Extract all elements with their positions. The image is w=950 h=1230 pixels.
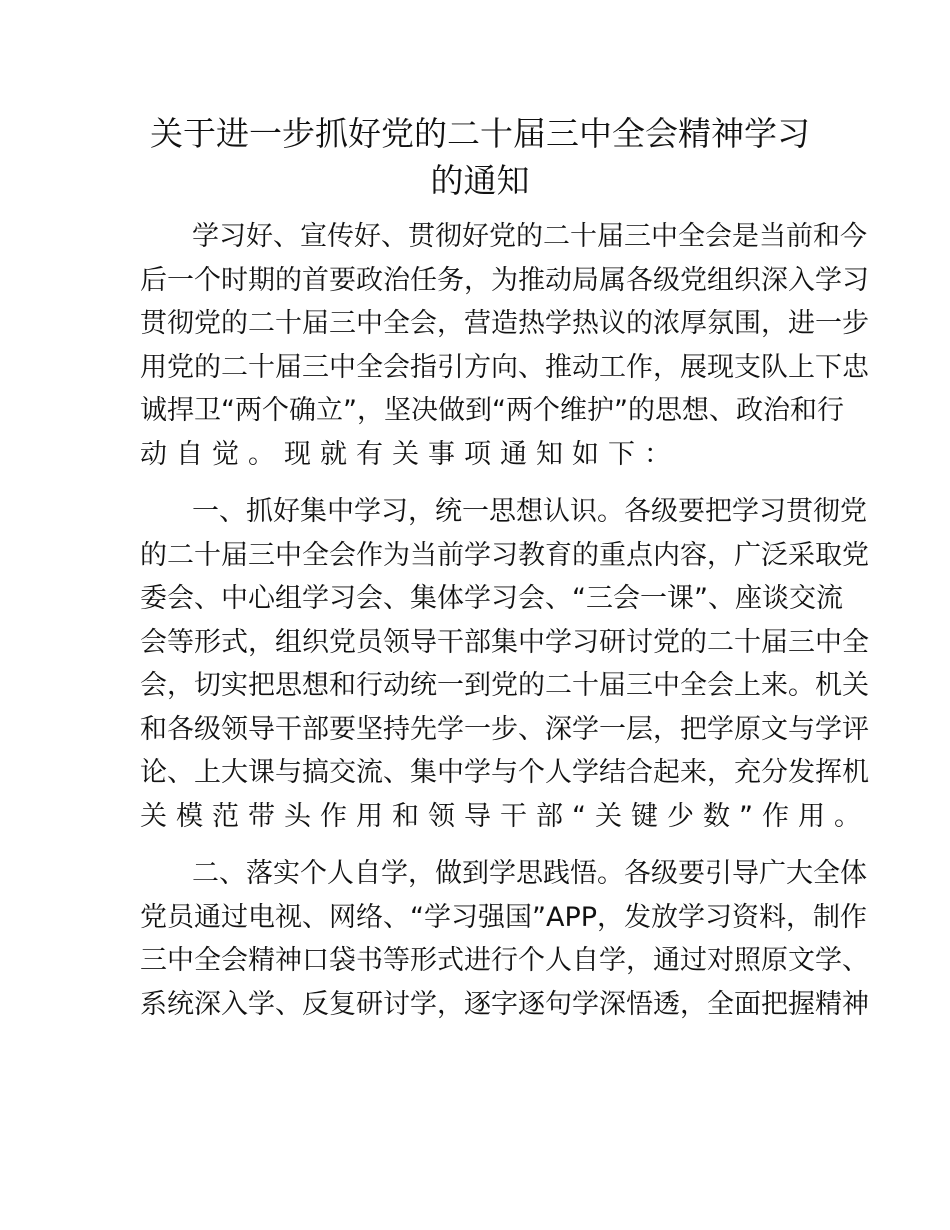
document-body <box>140 215 870 1040</box>
paragraph-line: 贯彻党的二十届三中全会，营造热学热议的浓厚氛围，进一步 <box>140 308 869 339</box>
paragraph-line: 会，切实把思想和行动统一到党的二十届三中全会上来。机关 <box>140 670 869 701</box>
paragraph-line: 党员通过电视、网络、“学习强国”APP，发放学习资料，制作 <box>140 901 868 933</box>
paragraph-line: 二、落实个人自学，做到学思践悟。各级要引导广大全体 <box>192 858 867 889</box>
paragraph-line: 后一个时期的首要政治任务，为推动局属各级党组织深入学习 <box>140 264 869 296</box>
paragraph-line: 和各级领导干部要坚持先学一步、深学一层，把学原文与学评 <box>140 713 869 745</box>
paragraph-line: 会等形式，组织党员领导干部集中学习研讨党的二十届三中全 <box>140 626 869 658</box>
paragraph-line: 委会、中心组学习会、集体学习会、“三会一课”、座谈交流 <box>140 583 843 614</box>
paragraph-line: 关模范带头作用和领导干部“关键少数”作用。 <box>140 800 870 832</box>
paragraph <box>140 215 869 476</box>
paragraph-line: 论、上大课与搞交流、集中学与个人学结合起来，充分发挥机 <box>140 757 869 788</box>
paragraph-line: 用党的二十届三中全会指引方向、推动工作，展现支队上下忠 <box>140 351 869 383</box>
paragraph-line: 三中全会精神口袋书等形式进行个人自学，通过对照原文学、 <box>140 945 869 976</box>
title-line: 的通知 <box>430 161 530 200</box>
title-line: 关于进一步抓好党的二十届三中全会精神学习 <box>150 114 810 153</box>
paragraph-line: 系统深入学、反复研讨学，逐字逐句学深悟透，全面把握精神 <box>140 988 869 1020</box>
paragraph-line: 动自觉。现就有关事项通知如下： <box>140 438 680 470</box>
paragraph <box>140 490 870 838</box>
paragraph-line: 学习好、宣传好、贯彻好党的二十届三中全会是当前和今 <box>192 221 867 252</box>
paragraph-line: 诚捍卫“两个确立”，坚决做到“两个维护”的思想、政治和行 <box>140 395 844 426</box>
paragraph-line: 的二十届三中全会作为当前学习教育的重点内容，广泛采取党 <box>140 539 869 571</box>
paragraph <box>140 852 869 1026</box>
paragraph-line: 一、抓好集中学习，统一思想认识。各级要把学习贯彻党 <box>192 496 867 527</box>
document-title <box>140 110 820 204</box>
